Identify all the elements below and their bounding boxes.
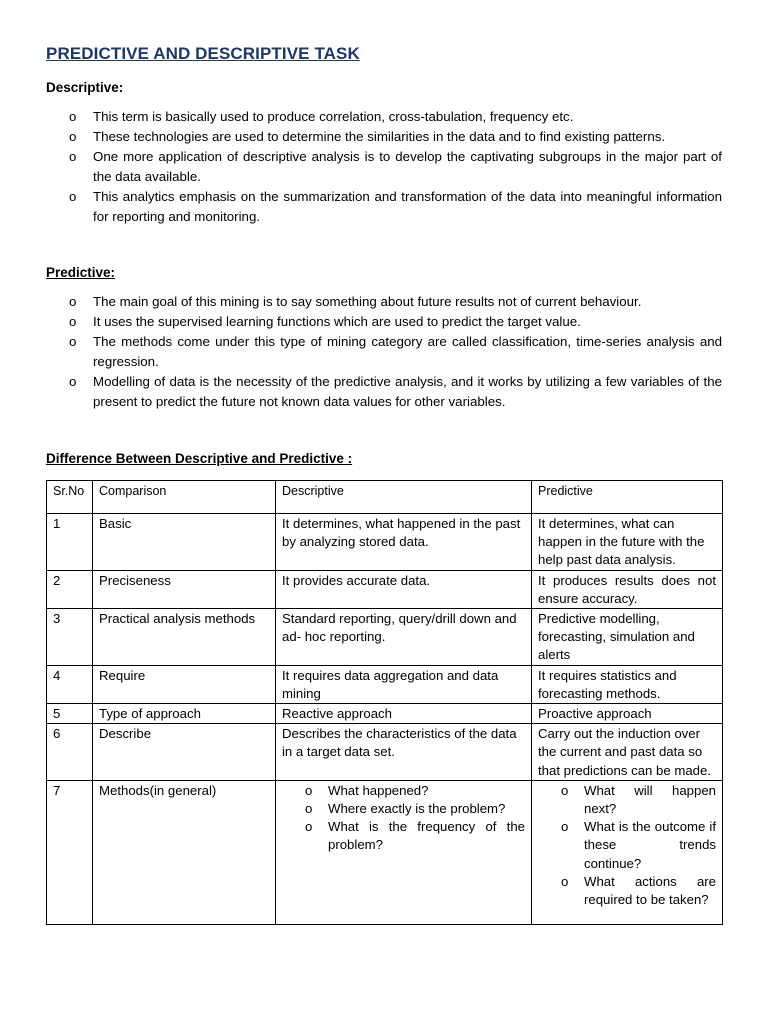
- cell-predictive: Predictive modelling, forecasting, simulation and alerts: [532, 609, 723, 666]
- cell-comparison: Require: [93, 665, 276, 703]
- cell-descriptive: Standard reporting, query/drill down and ad- hoc reporting.: [276, 609, 532, 666]
- list-item: o What will happen next?: [538, 782, 716, 818]
- cell-predictive: It requires statistics and forecasting methods.: [532, 665, 723, 703]
- table-row: [47, 609, 723, 666]
- difference-heading: Difference Between Descriptive and Predictive :: [46, 451, 353, 466]
- cell-descriptive: [276, 780, 532, 924]
- header-srno: Sr.No: [47, 481, 93, 514]
- table-row: [47, 704, 723, 724]
- predictive-list: [46, 292, 722, 412]
- table-row: [47, 724, 723, 781]
- cell-no: 6: [47, 724, 93, 781]
- list-item: o This analytics emphasis on the summarization and transformation of the data into meaningful information for reporting and monitoring.: [46, 187, 722, 227]
- list-item: o The methods come under this type of mining category are called classification, time-series analysis and regression.: [46, 332, 722, 372]
- list-item: o These technologies are used to determine the similarities in the data and to find existing patterns.: [46, 127, 722, 147]
- cell-comparison: Describe: [93, 724, 276, 781]
- table-row: [47, 780, 723, 924]
- cell-no: 7: [47, 780, 93, 924]
- cell-comparison: Methods(in general): [93, 780, 276, 924]
- cell-no: 1: [47, 514, 93, 571]
- descriptive-methods-list: [282, 782, 525, 855]
- list-item: o Modelling of data is the necessity of the predictive analysis, and it works by utilizing a few variables of the present to predict the future not known data values for other variables.: [46, 372, 722, 412]
- cell-no: 2: [47, 570, 93, 608]
- cell-descriptive: It determines, what happened in the past by analyzing stored data.: [276, 514, 532, 571]
- cell-no: 4: [47, 665, 93, 703]
- cell-predictive: Carry out the induction over the current and past data so that predictions can be made.: [532, 724, 723, 781]
- header-comparison: Comparison: [93, 481, 276, 514]
- cell-comparison: Practical analysis methods: [93, 609, 276, 666]
- cell-descriptive: Reactive approach: [276, 704, 532, 724]
- page-title: PREDICTIVE AND DESCRIPTIVE TASK: [46, 44, 360, 63]
- list-item: o What is the frequency of the problem?: [282, 818, 525, 854]
- table-header-row: [47, 481, 723, 514]
- list-item: o This term is basically used to produce correlation, cross-tabulation, frequency etc.: [46, 107, 722, 127]
- cell-comparison: Basic: [93, 514, 276, 571]
- descriptive-heading: Descriptive:: [46, 80, 124, 95]
- list-item: o It uses the supervised learning functions which are used to predict the target value.: [46, 312, 722, 332]
- cell-no: 3: [47, 609, 93, 666]
- table-row: [47, 665, 723, 703]
- comparison-table: [46, 480, 723, 925]
- list-item: o What happened?: [282, 782, 525, 800]
- list-item: o What is the outcome if these trends continue?: [538, 818, 716, 873]
- header-descriptive: Descriptive: [276, 481, 532, 514]
- cell-predictive: It determines, what can happen in the future with the help past data analysis.: [532, 514, 723, 571]
- cell-descriptive: Describes the characteristics of the data in a target data set.: [276, 724, 532, 781]
- predictive-heading: Predictive:: [46, 265, 116, 280]
- list-item: o The main goal of this mining is to say something about future results not of current behaviour.: [46, 292, 722, 312]
- cell-comparison: Type of approach: [93, 704, 276, 724]
- header-predictive: Predictive: [532, 481, 723, 514]
- cell-comparison: Preciseness: [93, 570, 276, 608]
- cell-predictive: Proactive approach: [532, 704, 723, 724]
- table-row: [47, 570, 723, 608]
- cell-descriptive: It requires data aggregation and data mining: [276, 665, 532, 703]
- list-item: o Where exactly is the problem?: [282, 800, 525, 818]
- cell-predictive: It produces results does not ensure accuracy.: [532, 570, 723, 608]
- descriptive-list: [46, 107, 722, 227]
- predictive-methods-list: [538, 782, 716, 909]
- cell-predictive: [532, 780, 723, 924]
- list-item: o One more application of descriptive analysis is to develop the captivating subgroups in the major part of the data available.: [46, 147, 722, 187]
- table-row: [47, 514, 723, 571]
- list-item: o What actions are required to be taken?: [538, 873, 716, 909]
- cell-no: 5: [47, 704, 93, 724]
- cell-descriptive: It provides accurate data.: [276, 570, 532, 608]
